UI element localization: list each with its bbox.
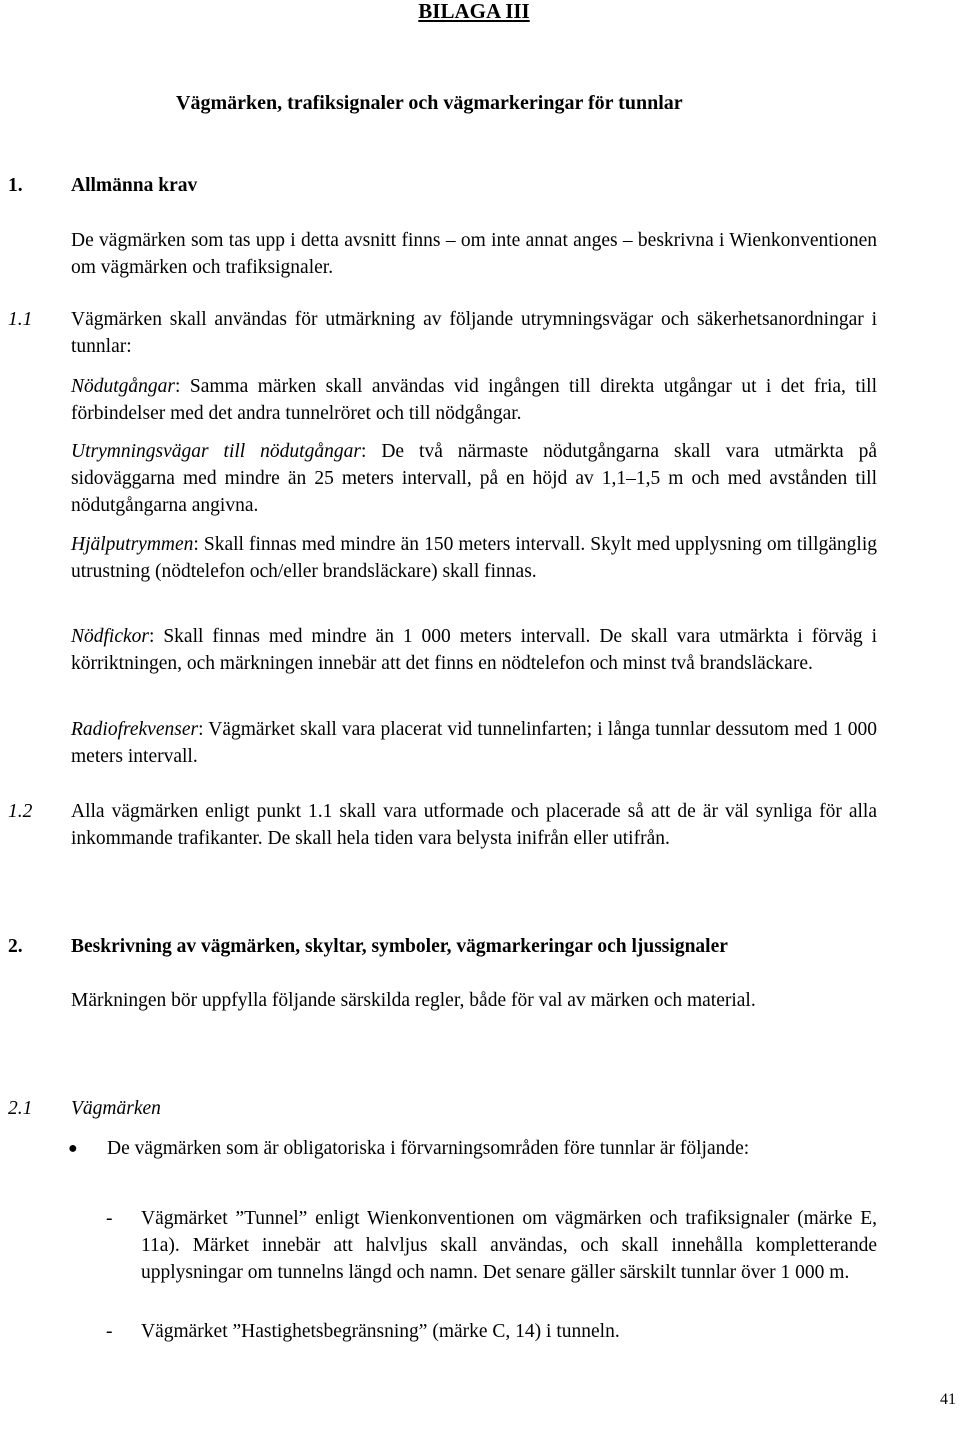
section-1-1-text: Vägmärken skall användas för utmärkning av följande utrymningsvägar och säkerhetsanordningar i tunnlar: (71, 309, 877, 357)
item-text: : Samma märken skall användas vid ingången till direkta utgångar ut i det fria, till förbindelser med det andra tunnelröret och till nödgångar. (71, 376, 877, 424)
dash-icon: - (106, 1208, 113, 1229)
item-text: : Skall finnas med mindre än 150 meters intervall. Skylt med upplysning om tillgänglig utrustning (nödtelefon och/eller brandsläckare) skall finnas. (71, 534, 877, 582)
section-2-heading: Beskrivning av vägmärken, skyltar, symboler, vägmarkeringar och ljussignaler (71, 936, 728, 957)
item-term: Nödutgångar (71, 376, 176, 397)
section-2-1-number: 2.1 (8, 1098, 33, 1119)
section-1-1-number: 1.1 (8, 309, 33, 330)
item-term: Hjälputrymmen (71, 534, 194, 555)
annex-title: BILAGA III (418, 0, 530, 23)
page-number: 41 (940, 1391, 956, 1408)
section-1-intro: De vägmärken som tas upp i detta avsnitt finns – om inte annat anges – beskrivna i Wienkonventionen om vägmärken och trafiksignaler. (71, 230, 877, 278)
section-1-number: 1. (8, 175, 23, 196)
item-term: Utrymningsvägar till nödutgångar (71, 441, 361, 462)
item-utrymningsvagar (71, 438, 877, 519)
item-text: : Skall finnas med mindre än 1 000 meters intervall. De skall vara utmärkta i förväg i körriktningen, och märkningen innebär att det finns en nödtelefon och minst två brandsläckare. (71, 626, 877, 674)
dash-item-tunnel: Vägmärket ”Tunnel” enligt Wienkonventionen om vägmärken och trafiksignaler (märke E, 11a). Märket innebär att halvljus skall användas, och skall innehålla kompletterande upplysningar om tunnelns längd och namn. Det senare gäller särskilt tunnlar över 1 000 m. (141, 1208, 877, 1283)
section-2-intro: Märkningen bör uppfylla följande särskilda regler, både för val av märken och material. (71, 990, 756, 1011)
section-1-2-text: Alla vägmärken enligt punkt 1.1 skall vara utformade och placerade så att de är väl synliga för alla inkommande trafikanter. De skall hela tiden vara belysta inifrån eller utifrån. (71, 801, 877, 849)
item-hjalputrymmen (71, 531, 877, 585)
document-title: Vägmärken, trafiksignaler och vägmarkeringar för tunnlar (176, 92, 683, 114)
bullet-text: De vägmärken som är obligatoriska i förvarningsområden före tunnlar är följande: (107, 1138, 750, 1159)
item-radiofrekvenser (71, 716, 877, 770)
section-2-1-heading: Vägmärken (71, 1098, 161, 1119)
item-text: : Vägmärket skall vara placerat vid tunnelinfarten; i långa tunnlar dessutom med 1 000 meters intervall. (71, 719, 877, 767)
dash-icon: - (106, 1321, 113, 1342)
item-term: Nödfickor (71, 626, 149, 647)
bullet-icon: ● (68, 1140, 78, 1157)
section-1-2-number: 1.2 (8, 801, 33, 822)
item-term: Radiofrekvenser (71, 719, 199, 740)
item-nodfickor (71, 623, 877, 677)
item-nodutgangar (71, 373, 877, 427)
section-2-number: 2. (8, 936, 23, 957)
dash-item-speed-limit: Vägmärket ”Hastighetsbegränsning” (märke C, 14) i tunneln. (141, 1321, 620, 1342)
item-text: : De två närmaste nödutgångarna skall vara utmärkta på sidoväggarna med mindre än 25 meters intervall, på en höjd av 1,1–1,5 m och med avstånden till nödutgångarna angivna. (71, 441, 877, 516)
section-1-heading: Allmänna krav (71, 175, 198, 196)
